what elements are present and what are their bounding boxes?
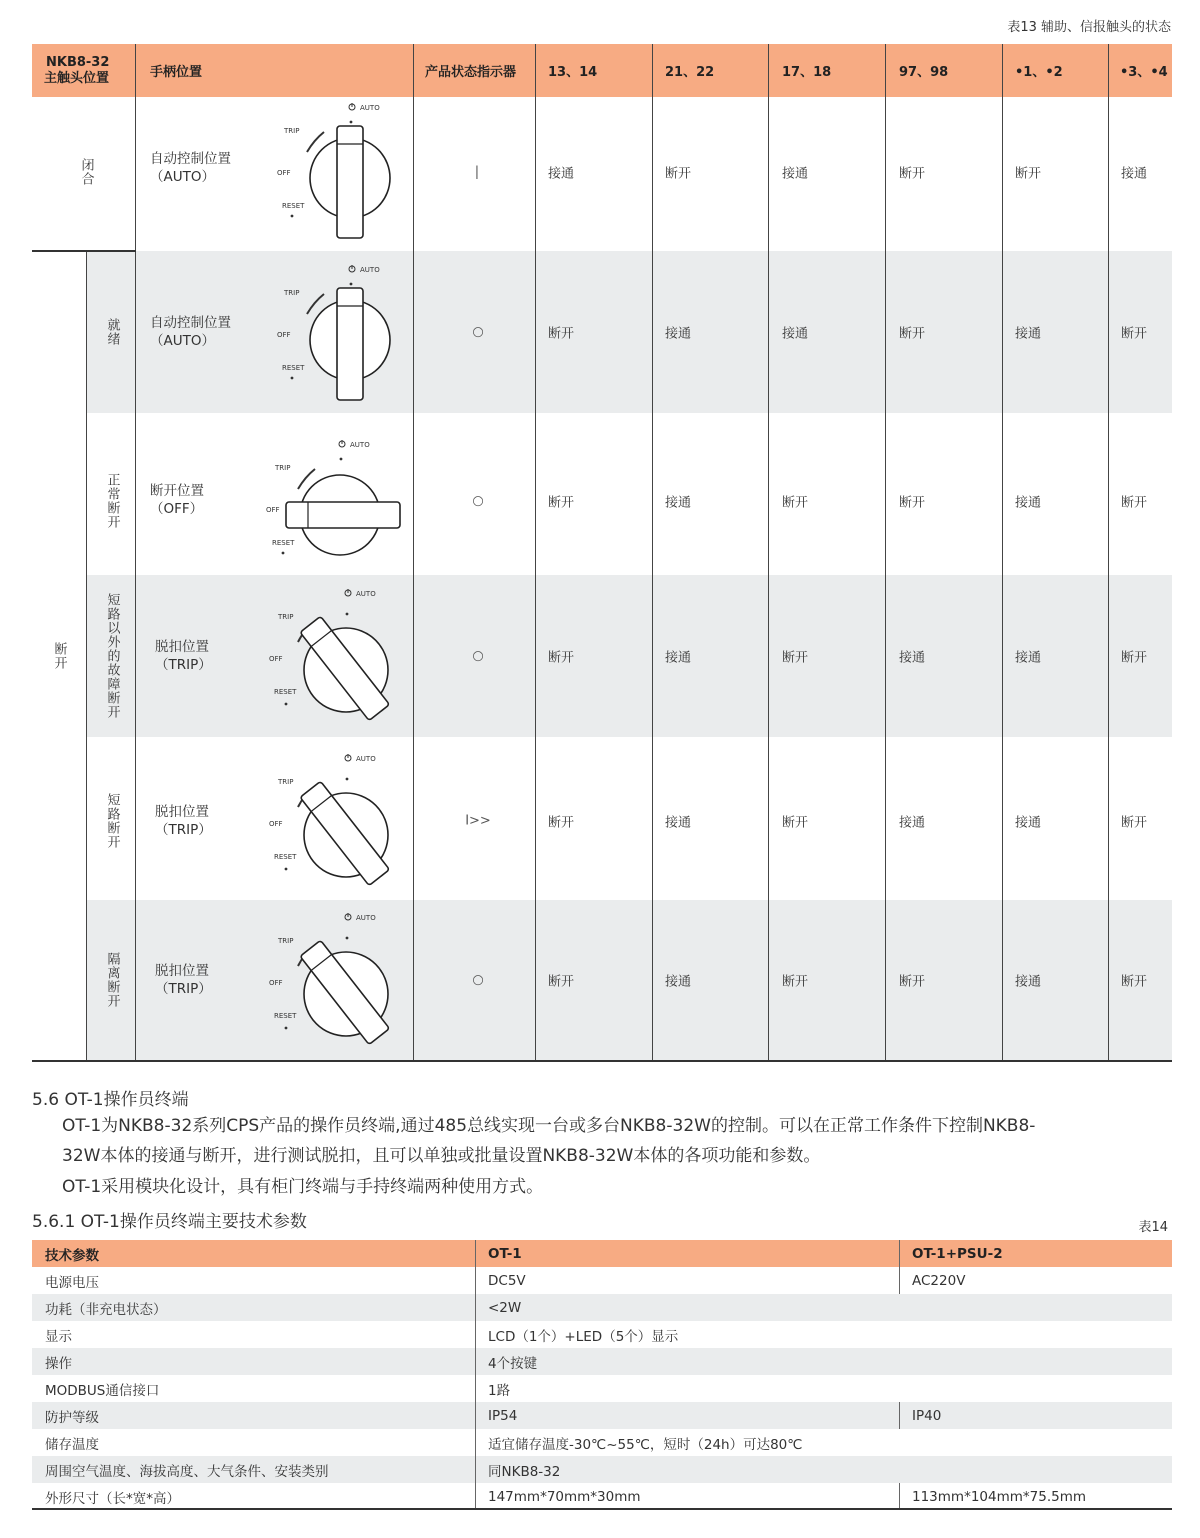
ot1-cell: <2W bbox=[488, 1299, 522, 1316]
position-name: 自动控制位置 bbox=[150, 315, 231, 331]
table-row bbox=[32, 1429, 1172, 1456]
header-main-contact bbox=[44, 44, 109, 97]
handle-trip-icon bbox=[264, 910, 412, 1060]
psu-cell: IP40 bbox=[912, 1407, 942, 1424]
dial-auto-label: AUTO bbox=[356, 914, 376, 922]
group-open-label: 断开 bbox=[51, 642, 67, 670]
handle-off-icon bbox=[264, 437, 412, 567]
handle-trip-icon bbox=[264, 586, 412, 736]
group-closed-label: 闭合 bbox=[78, 158, 94, 186]
position-code: （TRIP） bbox=[155, 657, 212, 673]
substate-normal-off: 正常断开 bbox=[104, 473, 120, 529]
state-cell: 断开 bbox=[1121, 495, 1148, 511]
dial-off-label: OFF bbox=[277, 331, 291, 339]
ot1-cell: 适宜储存温度-30℃~55℃，短时（24h）可达80℃ bbox=[488, 1436, 803, 1453]
dial-off-label: OFF bbox=[277, 169, 291, 177]
ot1-cell: 4个按键 bbox=[488, 1355, 538, 1372]
position-name: 脱扣位置 bbox=[155, 804, 209, 820]
handle-trip-icon bbox=[264, 751, 412, 901]
state-cell: 接通 bbox=[1015, 326, 1042, 342]
state-cell: 接通 bbox=[1015, 974, 1042, 990]
position-name: 脱扣位置 bbox=[155, 639, 209, 655]
state-cell: 接通 bbox=[1121, 166, 1148, 182]
substate-fault-off: 短路以外的故障断开 bbox=[104, 593, 120, 719]
status-indicator: ○ bbox=[472, 972, 484, 988]
substate-isolation: 隔离断开 bbox=[104, 952, 120, 1008]
param-cell: 防护等级 bbox=[45, 1409, 99, 1426]
dial-reset-label: RESET bbox=[282, 202, 305, 210]
state-cell: 断开 bbox=[899, 495, 926, 511]
dial-off-label: OFF bbox=[269, 979, 283, 987]
substate-short-circuit: 短路断开 bbox=[104, 793, 120, 849]
position-code: （OFF） bbox=[150, 501, 204, 517]
header-3-4: •3、•4 bbox=[1120, 65, 1168, 80]
dial-reset-label: RESET bbox=[272, 539, 295, 547]
header-main-contact-line2: 主触头位置 bbox=[44, 70, 110, 86]
state-cell: 断开 bbox=[548, 495, 575, 511]
state-cell: 接通 bbox=[1015, 815, 1042, 831]
state-cell: 断开 bbox=[782, 974, 809, 990]
position-name: 脱扣位置 bbox=[155, 963, 209, 979]
ot1-cell: 1路 bbox=[488, 1382, 511, 1399]
header-1-2: •1、•2 bbox=[1015, 65, 1063, 80]
subsection-heading: 5.6.1 OT-1操作员终端主要技术参数 bbox=[32, 1212, 307, 1232]
grid-line bbox=[535, 44, 536, 1062]
state-cell: 接通 bbox=[665, 326, 692, 342]
table-row bbox=[32, 1321, 1172, 1348]
param-cell: 外形尺寸（长*宽*高） bbox=[45, 1490, 180, 1507]
position-label bbox=[150, 150, 231, 186]
state-cell: 接通 bbox=[665, 815, 692, 831]
state-cell: 接通 bbox=[665, 495, 692, 511]
ot1-cell: DC5V bbox=[488, 1272, 526, 1289]
ot1-cell: IP54 bbox=[488, 1407, 518, 1424]
state-cell: 接通 bbox=[1015, 650, 1042, 666]
section-paragraph-1-line1: OT-1为NKB8-32系列CPS产品的操作员终端,通过485总线实现一台或多台NKB8-32W的控制。可以在正常工作条件下控制NKB8- bbox=[62, 1116, 1036, 1136]
state-cell: 接通 bbox=[899, 815, 926, 831]
status-indicator: I>> bbox=[465, 813, 491, 829]
position-code: （AUTO） bbox=[150, 333, 215, 349]
dial-auto-label: AUTO bbox=[356, 590, 376, 598]
param-cell: 储存温度 bbox=[45, 1436, 99, 1453]
table14-bottom-line bbox=[32, 1508, 1172, 1510]
dial-auto-label: AUTO bbox=[360, 104, 380, 112]
grid-line bbox=[86, 251, 87, 1062]
position-label bbox=[155, 962, 212, 998]
position-label bbox=[155, 803, 212, 839]
state-cell: 断开 bbox=[1121, 650, 1148, 666]
dial-trip-label: TRIP bbox=[278, 613, 294, 621]
table13-header bbox=[32, 44, 1172, 97]
state-cell: 断开 bbox=[782, 650, 809, 666]
state-cell: 断开 bbox=[1121, 326, 1148, 342]
state-cell: 接通 bbox=[782, 166, 809, 182]
table-row bbox=[32, 1294, 1172, 1321]
grid-line bbox=[135, 44, 136, 1062]
dial-trip-label: TRIP bbox=[278, 937, 294, 945]
grid-line bbox=[768, 44, 769, 1062]
table13-bottom-line bbox=[32, 1060, 1172, 1062]
dial-reset-label: RESET bbox=[282, 364, 305, 372]
param-cell: 功耗（非充电状态） bbox=[45, 1301, 167, 1318]
dial-auto-label: AUTO bbox=[360, 266, 380, 274]
state-cell: 断开 bbox=[899, 166, 926, 182]
state-cell: 接通 bbox=[782, 326, 809, 342]
header-13-14: 13、14 bbox=[548, 65, 598, 80]
psu-cell: 113mm*104mm*75.5mm bbox=[912, 1488, 1086, 1505]
table14-caption: 表14 bbox=[1138, 1220, 1168, 1235]
header-21-22: 21、22 bbox=[665, 65, 715, 80]
table-row bbox=[32, 1456, 1172, 1483]
state-cell: 断开 bbox=[548, 815, 575, 831]
param-cell: 周围空气温度、海拔高度、大气条件、安装类别 bbox=[45, 1463, 329, 1480]
grid-line bbox=[899, 1402, 900, 1429]
section-paragraph-1-line2: 32W本体的接通与断开，进行测试脱扣，且可以单独或批量设置NKB8-32W本体的各项功能和参数。 bbox=[62, 1146, 821, 1166]
grid-line bbox=[1002, 44, 1003, 1062]
dial-reset-label: RESET bbox=[274, 1012, 297, 1020]
position-code: （TRIP） bbox=[155, 981, 212, 997]
header-17-18: 17、18 bbox=[782, 65, 832, 80]
position-code: （TRIP） bbox=[155, 822, 212, 838]
dial-auto-label: AUTO bbox=[350, 441, 370, 449]
header-ot1-psu: OT-1+PSU-2 bbox=[912, 1245, 1003, 1262]
row-shade bbox=[86, 251, 1172, 413]
state-cell: 接通 bbox=[1015, 495, 1042, 511]
ot1-cell: 147mm*70mm*30mm bbox=[488, 1488, 641, 1505]
dial-off-label: OFF bbox=[269, 655, 283, 663]
status-indicator: ○ bbox=[472, 493, 484, 509]
param-cell: 显示 bbox=[45, 1328, 72, 1345]
section-paragraph-2: OT-1采用模块化设计，具有柜门终端与手持终端两种使用方式。 bbox=[62, 1177, 544, 1197]
param-cell: 电源电压 bbox=[45, 1274, 99, 1291]
table-row bbox=[32, 1267, 1172, 1294]
state-cell: 断开 bbox=[548, 974, 575, 990]
grid-line bbox=[899, 1483, 900, 1510]
dial-trip-label: TRIP bbox=[284, 289, 300, 297]
position-name: 自动控制位置 bbox=[150, 151, 231, 167]
status-indicator: | bbox=[474, 164, 480, 180]
handle-auto-icon bbox=[272, 262, 412, 410]
handle-auto-icon bbox=[272, 100, 412, 248]
grid-line bbox=[413, 44, 414, 1062]
state-cell: 断开 bbox=[1121, 974, 1148, 990]
psu-cell: AC220V bbox=[912, 1272, 966, 1289]
ot1-cell: LCD（1个）+LED（5个）显示 bbox=[488, 1328, 679, 1345]
state-cell: 接通 bbox=[665, 974, 692, 990]
param-cell: MODBUS通信接口 bbox=[45, 1382, 160, 1399]
section-heading: 5.6 OT-1操作员终端 bbox=[32, 1090, 189, 1110]
header-param: 技术参数 bbox=[45, 1247, 99, 1264]
state-cell: 断开 bbox=[548, 326, 575, 342]
dial-reset-label: RESET bbox=[274, 853, 297, 861]
param-cell: 操作 bbox=[45, 1355, 72, 1372]
grid-line bbox=[1108, 44, 1109, 1062]
state-cell: 断开 bbox=[548, 650, 575, 666]
header-main-contact-line1: NKB8-32 bbox=[46, 54, 110, 70]
ot1-cell: 同NKB8-32 bbox=[488, 1463, 561, 1480]
state-cell: 断开 bbox=[665, 166, 692, 182]
substate-ready: 就绪 bbox=[104, 318, 120, 346]
header-ot1: OT-1 bbox=[488, 1245, 522, 1262]
header-97-98: 97、98 bbox=[899, 65, 949, 80]
table-row bbox=[32, 1483, 1172, 1510]
table14-header bbox=[32, 1240, 1172, 1267]
position-name: 断开位置 bbox=[150, 483, 204, 499]
position-label bbox=[150, 314, 231, 350]
dial-trip-label: TRIP bbox=[278, 778, 294, 786]
table-row bbox=[32, 1375, 1172, 1402]
dial-trip-label: TRIP bbox=[275, 464, 291, 472]
position-label bbox=[150, 482, 204, 518]
state-cell: 断开 bbox=[1015, 166, 1042, 182]
dial-auto-label: AUTO bbox=[356, 755, 376, 763]
state-cell: 断开 bbox=[782, 815, 809, 831]
status-indicator: ○ bbox=[472, 648, 484, 664]
table13 bbox=[32, 44, 1172, 1062]
state-cell: 断开 bbox=[899, 326, 926, 342]
dial-trip-label: TRIP bbox=[284, 127, 300, 135]
grid-line bbox=[32, 250, 136, 252]
position-label bbox=[155, 638, 212, 674]
header-handle: 手柄位置 bbox=[150, 65, 203, 80]
position-code: （AUTO） bbox=[150, 169, 215, 185]
state-cell: 断开 bbox=[899, 974, 926, 990]
table-row bbox=[32, 1348, 1172, 1375]
state-cell: 接通 bbox=[899, 650, 926, 666]
state-cell: 断开 bbox=[782, 495, 809, 511]
table14 bbox=[32, 1240, 1172, 1510]
status-indicator: ○ bbox=[472, 324, 484, 340]
dial-reset-label: RESET bbox=[274, 688, 297, 696]
dial-off-label: OFF bbox=[269, 820, 283, 828]
header-indicator: 产品状态指示器 bbox=[425, 65, 517, 80]
table-row bbox=[32, 1402, 1172, 1429]
row-shade bbox=[86, 575, 1172, 737]
dial-off-label: OFF bbox=[266, 506, 280, 514]
grid-line bbox=[652, 44, 653, 1062]
row-shade bbox=[86, 900, 1172, 1062]
state-cell: 接通 bbox=[665, 650, 692, 666]
table13-caption: 表13 辅助、信报触头的状态 bbox=[1007, 20, 1171, 35]
grid-line bbox=[899, 1240, 900, 1294]
state-cell: 断开 bbox=[1121, 815, 1148, 831]
grid-line bbox=[475, 1240, 476, 1510]
state-cell: 接通 bbox=[548, 166, 575, 182]
grid-line bbox=[885, 44, 886, 1062]
